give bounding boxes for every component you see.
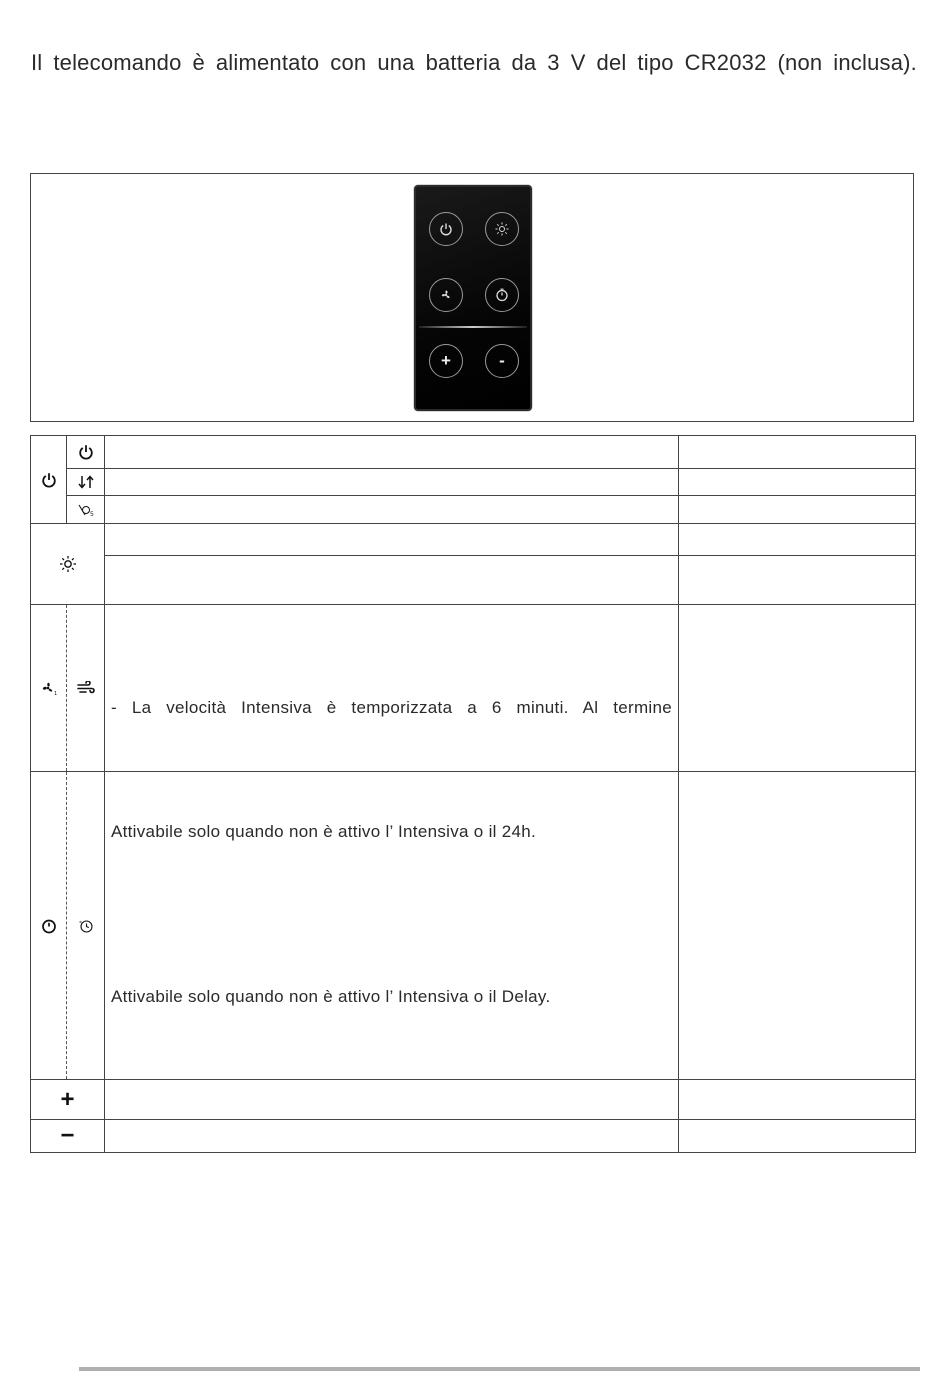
table-cell [679,524,916,556]
fan-description-text: - La velocità Intensiva è temporizzata a 6 minuti. Al termine [111,698,672,717]
table-cell [679,556,916,605]
minus-icon: - [499,351,505,370]
table-row [31,1120,916,1153]
svg-text:5: 5 [89,510,94,517]
function-table [30,435,916,1153]
table-cell [679,436,916,469]
table-cell [105,496,679,524]
table-cell [105,556,679,605]
wind-icon [77,681,95,695]
light-icon [59,555,77,573]
table-row [31,524,916,556]
delay-icon-cell [67,496,105,524]
arrows-icon-cell [67,469,105,496]
plus-button[interactable] [429,344,463,378]
remote-image-frame [30,173,914,422]
table-cell [679,1120,916,1153]
timer-description-cell [105,772,679,1080]
table-cell [679,469,916,496]
fan-icon [439,288,453,302]
table-cell [105,1080,679,1120]
table-row [31,469,916,496]
table-cell [105,436,679,469]
minus-icon: − [31,1120,105,1153]
clock-icon [78,918,94,934]
power-icon [41,472,57,488]
svg-text:1: 1 [53,691,57,696]
timer-icon [495,288,509,302]
table-row [31,556,916,605]
fan-icon-cell [31,605,67,772]
delay-timer-icon-cell [67,772,105,1080]
power-sub-icon-cell [67,436,105,469]
timer-icon-cell [31,772,67,1080]
fan-description-cell [105,605,679,772]
light-icon-cell [31,524,105,605]
table-cell [105,524,679,556]
intensive-icon-cell [67,605,105,772]
table-cell [679,772,916,1080]
up-down-arrows-icon [77,475,95,489]
table-row [31,436,916,469]
table-cell [679,496,916,524]
table-row [31,1080,916,1120]
table-row [31,605,916,772]
table-row [31,496,916,524]
power-button[interactable] [429,212,463,246]
timer-description-text-1: Attivabile solo quando non è attivo l’ Intensiva o il 24h. [111,822,537,841]
table-cell [679,1080,916,1120]
light-button[interactable] [485,212,519,246]
minus-button[interactable] [485,344,519,378]
delay-fan-icon [77,503,95,517]
table-cell [105,469,679,496]
light-icon [495,222,509,236]
remote-separator [419,326,527,328]
remote-control [414,185,532,411]
plus-icon: + [441,351,451,370]
power-group-icon-cell [31,436,67,524]
timer-description-text-2: Attivabile solo quando non è attivo l’ Intensiva o il Delay. [111,987,551,1006]
fan-icon [40,680,58,696]
timer-icon [41,918,57,934]
intro-text: Il telecomando è alimentato con una batteria da 3 V del tipo CR2032 (non inclusa). [31,50,917,75]
power-icon [439,222,453,236]
plus-icon: + [31,1080,105,1120]
timer-button[interactable] [485,278,519,312]
table-row [31,772,916,1080]
table-cell [679,605,916,772]
power-icon [78,444,94,460]
fan-button[interactable] [429,278,463,312]
table-cell [105,1120,679,1153]
footer-divider [79,1367,920,1371]
